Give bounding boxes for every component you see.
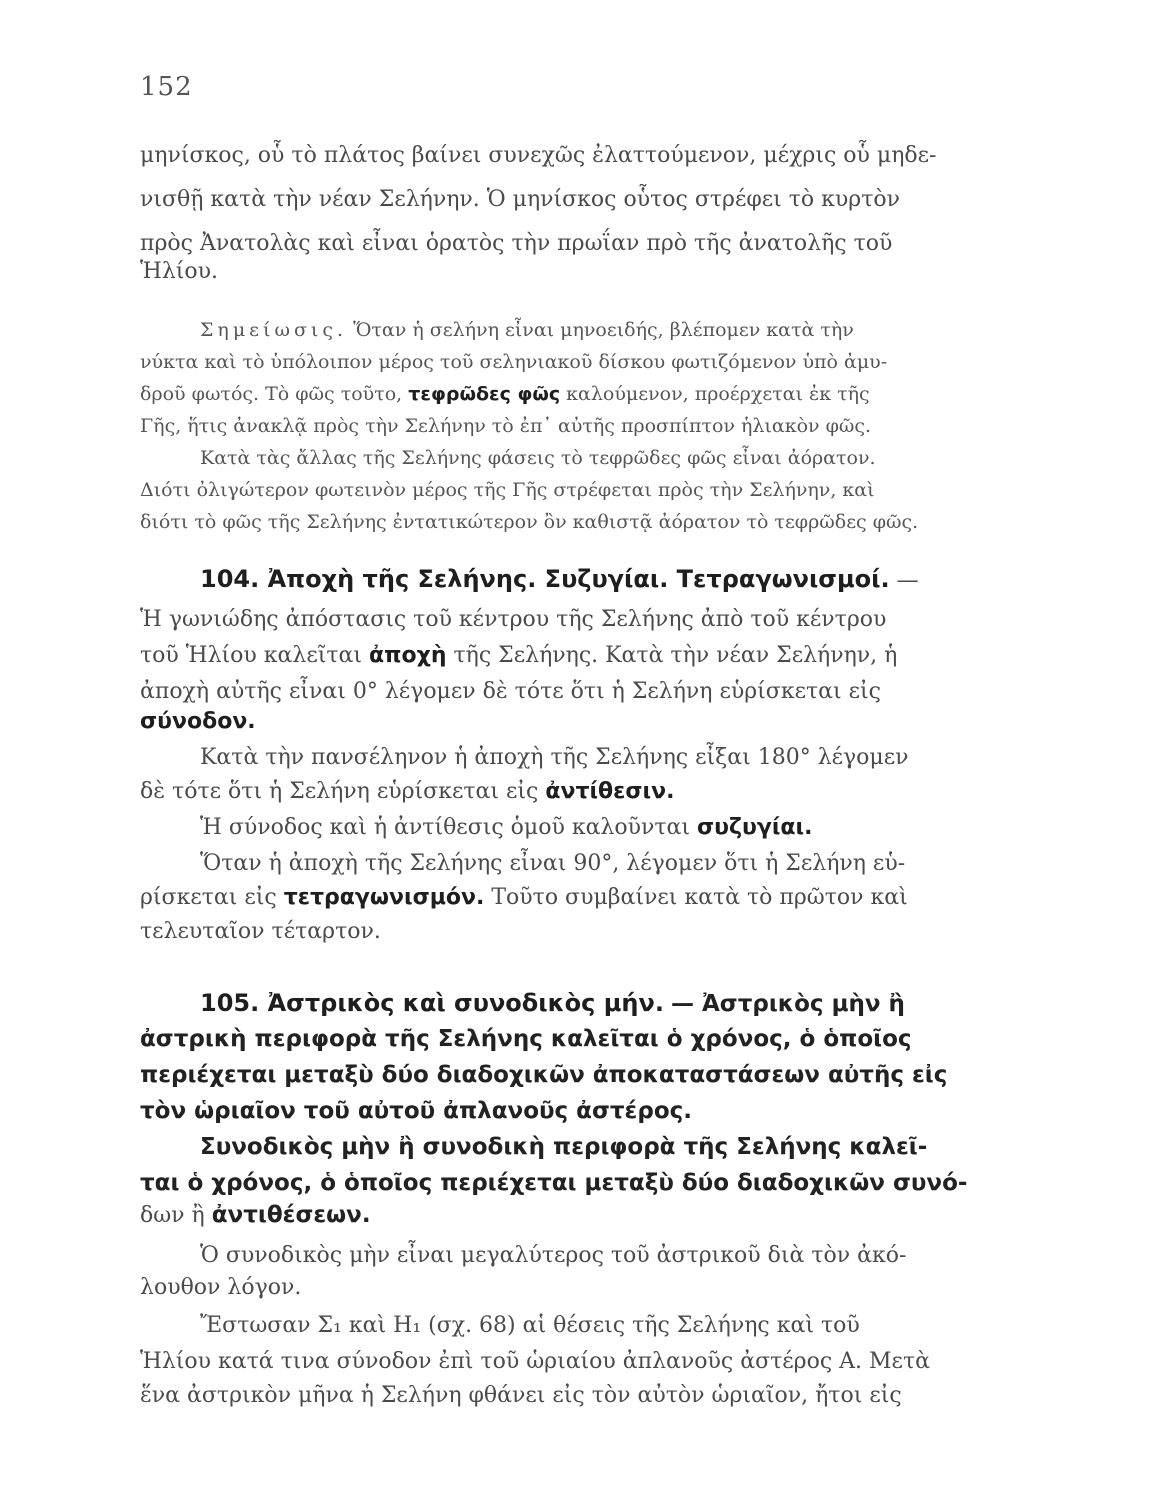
- text-line: Ἔστωσαν Σ₁ καὶ Η₁ (σχ. 68) αἱ θέσεις τῆς Σελήνης καὶ τοῦ: [200, 1313, 860, 1338]
- text-part: τῆς Σελήνης. Κατὰ τὴν νέαν Σελήνην, ἡ: [453, 643, 898, 668]
- text-part: Τοῦτο συμβαίνει κατὰ τὸ πρῶτον καὶ: [491, 885, 908, 910]
- text-line: [140, 776, 990, 808]
- text-part: Ἡ σύνοδος καὶ ἡ ἀντίθεσις ὁμοῦ καλοῦνται: [200, 815, 691, 840]
- note-text: καλούμενον, προέρχεται ἐκ τῆς: [566, 383, 870, 405]
- note-line: Διότι ὀλιγώτερον φωτεινὸν μέρος τῆς Γῆς στρέφεται πρὸς τὴν Σελήνην, καὶ: [140, 479, 875, 501]
- text-line: Ἡ γωνιώδης ἀπόστασις τοῦ κέντρου τῆς Σελήνης ἀπὸ τοῦ κέντρου: [140, 607, 887, 632]
- note-line: [200, 316, 990, 344]
- text-line: ἕνα ἀστρικὸν μῆνα ἡ Σελήνη φθάνει εἰς τὸν αὐτὸν ὡριαῖον, ἤτοι εἰς: [140, 1383, 902, 1408]
- emphasis-term: συζυγίαι.: [697, 815, 813, 840]
- bold-text-line: ται ὁ χρόνος, ὁ ὁποῖος περιέχεται μεταξὺ δύο διαδοχικῶν συνό-: [140, 1170, 968, 1196]
- note-line: διότι τὸ φῶς τῆς Σελήνης ἐντατικώτερον ὂν καθιστᾷ ἀόρατον τὸ τεφρῶδες φῶς.: [140, 511, 919, 533]
- text-line: Κατὰ τὴν πανσέληνον ἡ ἀποχὴ τῆς Σελήνης εἶξαι 180° λέγομεν: [200, 745, 909, 770]
- heading-text: 104. Ἀποχὴ τῆς Σελήνης. Συζυγίαι. Τετραγωνισμοί.: [200, 565, 890, 593]
- text-part: ρίσκεται εἰς: [140, 885, 277, 910]
- note-text: Ὅταν ἡ σελήνη εἶναι μηνοειδής, βλέπομεν κατὰ τὴν: [353, 319, 854, 341]
- section-heading-105: [200, 986, 1000, 1021]
- emphasis-term: ἀποχὴ: [369, 643, 447, 668]
- note-label: Σημείωσις.: [200, 319, 348, 341]
- text-line: [140, 640, 990, 672]
- note-text: δροῦ φωτός. Τὸ φῶς τοῦτο,: [140, 383, 403, 405]
- bold-text-line: Συνοδικὸς μὴν ἢ συνοδικὴ περιφορὰ τῆς Σελήνης καλεῖ-: [200, 1134, 928, 1160]
- note-line: Γῆς, ἥτις ἀνακλᾷ πρὸς τὴν Σελήνην τὸ ἐπ᾽ αὐτῆς προσπίπτον ἡλιακὸν φῶς.: [140, 415, 872, 437]
- note-line: νύκτα καὶ τὸ ὑπόλοιπον μέρος τοῦ σεληνιακοῦ δίσκου φωτιζόμενον ὑπὸ ἀμυ-: [140, 351, 888, 373]
- text-part: δων ἢ: [140, 1203, 205, 1228]
- text-line: [200, 812, 990, 844]
- text-line: Ὁ συνοδικὸς μὴν εἶναι μεγαλύτερος τοῦ ἀστρικοῦ διὰ τὸν ἀκό-: [200, 1243, 907, 1268]
- text-line: Ἡλίου.: [140, 259, 219, 284]
- text-line: [140, 1198, 990, 1232]
- emphasis-term: τεφρῶδες φῶς: [408, 383, 561, 405]
- text-part: τοῦ Ἡλίου καλεῖται: [140, 643, 363, 668]
- page-number: 152: [140, 72, 193, 102]
- emphasis-term: τετραγωνισμόν.: [283, 885, 485, 910]
- emphasis-term: ἀντίθεσιν.: [545, 779, 675, 804]
- text-line: πρὸς Ἀνατολὰς καὶ εἶναι ὁρατὸς τὴν πρωΐαν πρὸ τῆς ἀνατολῆς τοῦ: [140, 231, 893, 256]
- text-line: [140, 882, 990, 914]
- heading-text: 105. Ἀστρικὸς καὶ συνοδικὸς μήν.: [200, 989, 664, 1017]
- emphasis-term: ἀντιθέσεων.: [211, 1202, 371, 1228]
- text-line: ἀποχὴ αὐτῆς εἶναι 0° λέγομεν δὲ τότε ὅτι ἡ Σελήνη εὑρίσκεται εἰς: [140, 679, 881, 704]
- text-line: Ὅταν ἡ ἀποχὴ τῆς Σελήνης εἶναι 90°, λέγομεν ὅτι ἡ Σελήνη εὑ-: [200, 851, 906, 876]
- note-line: [140, 380, 990, 408]
- text-line: τελευταῖον τέταρτον.: [140, 919, 381, 944]
- text-part: δὲ τότε ὅτι ἡ Σελήνη εὑρίσκεται εἰς: [140, 779, 539, 804]
- text-line: λουθον λόγον.: [140, 1275, 302, 1300]
- bold-text-line: περιέχεται μεταξὺ δύο διαδοχικῶν ἀποκαταστάσεων αὐτῆς εἰς: [140, 1062, 948, 1088]
- bold-text-line: τὸν ὡριαῖον τοῦ αὐτοῦ ἀπλανοῦς ἀστέρος.: [140, 1098, 692, 1124]
- heading-continuation: — Ἀστρικὸς μὴν ἢ: [670, 991, 905, 1017]
- heading-dash: —: [889, 568, 919, 593]
- text-line: νισθῇ κατὰ τὴν νέαν Σελήνην. Ὁ μηνίσκος οὗτος στρέφει τὸ κυρτὸν: [140, 187, 901, 212]
- note-line: Κατὰ τὰς ἄλλας τῆς Σελήνης φάσεις τὸ τεφρῶδες φῶς εἶναι ἀόρατον.: [200, 447, 876, 469]
- bold-text-line: ἀστρικὴ περιφορὰ τῆς Σελήνης καλεῖται ὁ χρόνος, ὁ ὁποῖος: [140, 1026, 912, 1052]
- section-heading-104: [200, 562, 1000, 597]
- emphasis-term: σύνοδον.: [140, 709, 256, 734]
- text-line: μηνίσκος, οὗ τὸ πλάτος βαίνει συνεχῶς ἐλαττούμενον, μέχρις οὗ μηδε-: [140, 143, 937, 168]
- text-line: Ἡλίου κατά τινα σύνοδον ἐπὶ τοῦ ὡριαίου ἀπλανοῦς ἀστέρος Α. Μετὰ: [140, 1349, 930, 1374]
